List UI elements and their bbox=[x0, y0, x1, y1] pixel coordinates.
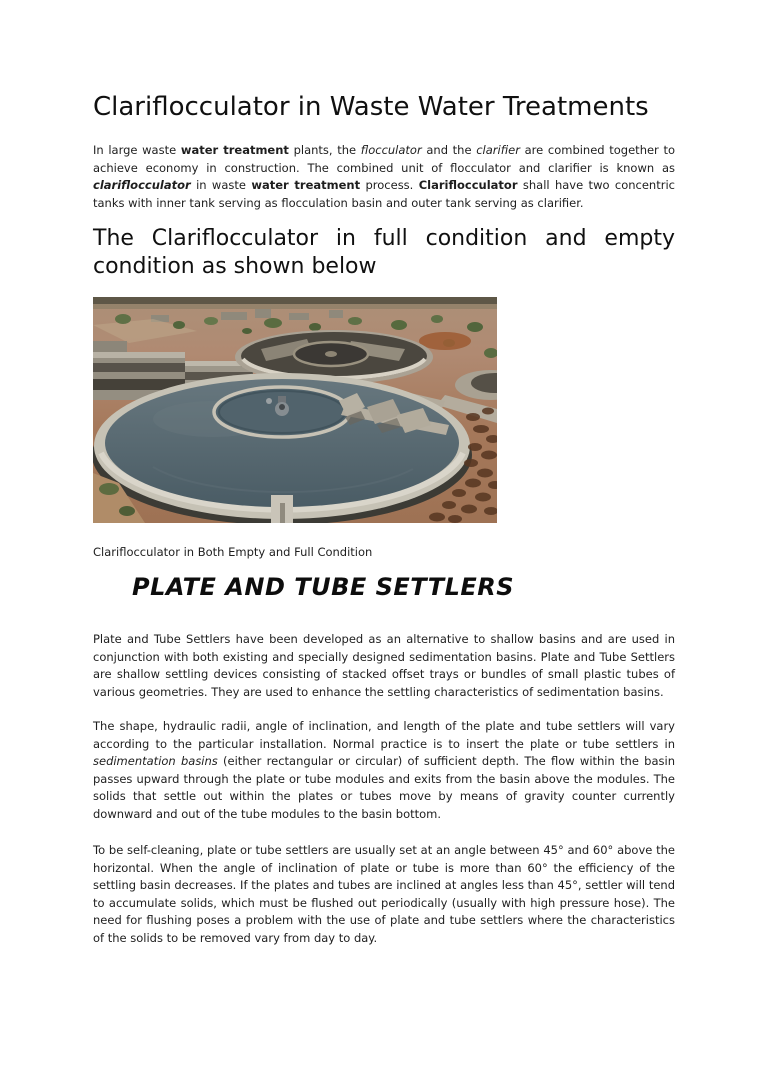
plate-tube-paragraph-3 bbox=[93, 842, 675, 948]
section-heading-plate-tube-settlers: PLATE AND TUBE SETTLERS bbox=[132, 573, 515, 601]
text-segment: shall have two concentric tanks with inner tank serving as flocculation basin and outer tank serving as clarifier. bbox=[93, 178, 675, 210]
figure-caption: Clariflocculator in Both Empty and Full Condition bbox=[93, 545, 373, 559]
text-segment: are combined together to achieve economy in construction. The combined unit of flocculator and clarifier is known as bbox=[93, 143, 675, 175]
text-segment: The shape, hydraulic radii, angle of inclination, and length of the plate and tube settlers will vary according to the particular installation. Normal practice is to insert the plate or tube settlers in bbox=[93, 719, 675, 751]
text-segment: flocculator bbox=[360, 143, 422, 157]
section-heading-full-empty-condition: The Clariflocculator in full condition and empty condition as shown below bbox=[93, 226, 675, 279]
red-dirt-patch bbox=[419, 332, 471, 350]
text-segment: To be self-cleaning, plate or tube settlers are usually set at an angle between 45° and 60° above the horizontal. When the angle of inclination of plate or tube is more than 60° the efficiency of the settling basin decreases. If the plates and tubes are inclined at angles less than 45°, settler will tend to accumulate solids, which must be flushed out periodically (usually with high pressure hose). The need for flushing poses a problem with the use of plate and tube settlers where the characteristics of the solids to be removed vary from day to day. bbox=[93, 843, 675, 945]
text-segment: Plate and Tube Settlers have been developed as an alternative to shallow basins and are used in conjunction with both existing and specially designed sedimentation basins. Plate and Tube Settlers are shallow settling devices consisting of stacked offset trays or bundles of small plastic tubes of various geometries. They are used to enhance the settling characteristics of sedimentation basins. bbox=[93, 632, 675, 699]
text-segment: process. bbox=[360, 178, 419, 193]
text-segment: clarifier bbox=[476, 143, 520, 157]
intro-paragraph bbox=[93, 142, 675, 212]
text-segment: (either rectangular or circular) of sufficient depth. The flow within the basin passes upward through the plate or tube modules and exits from the basin above the modules. The solids that settle out within the plates or tubes move by means of gravity counter currently downward and out of the tube modules to the basin bottom. bbox=[93, 754, 675, 821]
text-segment: and the bbox=[421, 143, 477, 157]
clariflocculator-figure bbox=[93, 297, 497, 523]
photo-top-treeline bbox=[93, 297, 497, 304]
text-segment: water treatment bbox=[180, 143, 289, 157]
text-segment: sedimentation basins bbox=[93, 754, 218, 769]
main-tank-full bbox=[93, 373, 472, 523]
foreground-bush bbox=[99, 483, 119, 495]
plate-tube-paragraph-2 bbox=[93, 718, 675, 824]
text-segment: Clariflocculator bbox=[418, 178, 518, 193]
text-segment: plants, the bbox=[288, 143, 361, 157]
page-title: Clariflocculator in Waste Water Treatments bbox=[93, 92, 649, 122]
text-segment: In large waste bbox=[93, 143, 181, 157]
text-segment: water treatment bbox=[251, 178, 361, 193]
plate-tube-paragraph-1 bbox=[93, 631, 675, 701]
text-segment: clariflocculator bbox=[93, 178, 191, 193]
text-segment: in waste bbox=[190, 178, 252, 193]
clariflocculator-photo bbox=[93, 297, 497, 523]
